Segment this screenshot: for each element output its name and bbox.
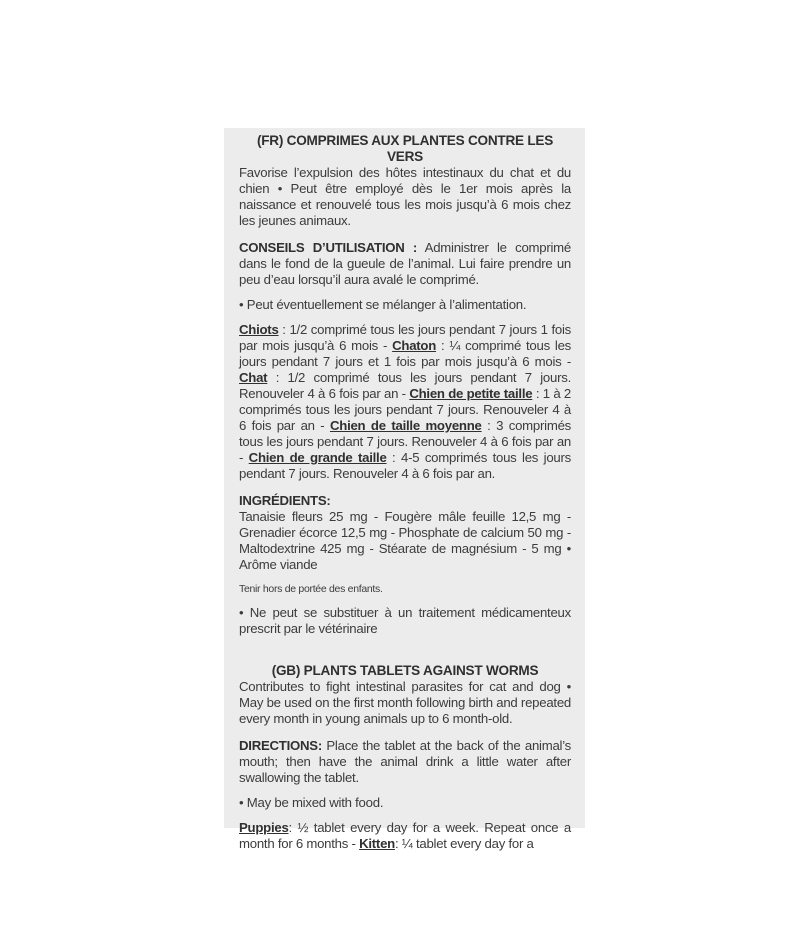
gb-puppies-text: : ½ tablet every day for a week. Repeat once a month for 6 months - xyxy=(239,820,571,851)
gb-directions-text: Place the tablet at the back of the animal’s mouth; then have the animal drink a little water after swallowing the tablet. xyxy=(239,738,571,785)
fr-enfants: Tenir hors de portée des enfants. xyxy=(239,583,383,595)
leaflet-content xyxy=(239,133,571,852)
fr-chiots-label: Chiots xyxy=(239,322,279,337)
fr-petite-label: Chien de petite taille xyxy=(409,386,533,401)
gb-title: (GB) PLANTS TABLETS AGAINST WORMS xyxy=(271,663,539,678)
fr-petite-text: : 1 à 2 comprimés tous les jours pendant 7 jours. Renouveler 4 à 6 fois par an - xyxy=(239,386,571,433)
fr-chat-text: : 1/2 comprimé tous les jours pendant 7 jours. Renouveler 4 à 6 fois par an - xyxy=(239,370,571,401)
gb-intro: Contributes to fight intestinal parasites for cat and dog • May be used on the first month following birth and repeated every month in young animals up to 6 month-old. xyxy=(239,679,571,726)
fr-ingredients-label xyxy=(239,493,571,509)
fr-ingredients-heading: INGRÉDIENTS: xyxy=(239,493,331,508)
fr-moyenne-text: : 3 comprimés tous les jours pendant 7 jours. Renouveler 4 à 6 fois par an - xyxy=(239,418,571,465)
gb-mixed: • May be mixed with food. xyxy=(239,795,384,810)
leaflet-panel xyxy=(224,128,585,851)
gb-directions xyxy=(239,738,571,786)
fr-melange: • Peut éventuellement se mélanger à l’alimentation. xyxy=(239,297,527,312)
fr-ingredients-text: Tanaisie fleurs 25 mg - Fougère mâle feuille 12,5 mg - Grenadier écorce 12,5 mg - Phosphate de calcium 50 mg - Maltodextrine 425 mg - Stéarate de magnésium - 5 mg • Arôme viande xyxy=(239,509,571,572)
fr-title: (FR) COMPRIMES AUX PLANTES CONTRE LES VERS xyxy=(256,133,554,164)
fr-grande-text: : 4-5 comprimés tous les jours pendant 7 jours. Renouveler 4 à 6 fois par an. xyxy=(239,450,571,481)
fr-conseils-label: CONSEILS D’UTILISATION : xyxy=(239,240,418,255)
fr-grande-label: Chien de grande taille xyxy=(248,450,387,465)
gb-kitten-label: Kitten xyxy=(359,836,395,851)
fr-conseils xyxy=(239,240,571,288)
fr-conseils-text: Administrer le comprimé dans le fond de la gueule de l’animal. Lui faire prendre un peu d’eau lorsqu’il aura avalé le comprimé. xyxy=(239,240,571,287)
fr-dosage xyxy=(239,322,571,482)
fr-intro: Favorise l’expulsion des hôtes intestinaux du chat et du chien • Peut être employé dès le 1er mois après la naissance et renouvelé tous les mois jusqu’à 6 mois chez les jeunes animaux. xyxy=(239,165,571,228)
gb-dosage xyxy=(239,820,571,852)
fr-moyenne-label: Chien de taille moyenne xyxy=(329,418,482,433)
fr-veterinaire: • Ne peut se substituer à un traitement médicamenteux prescrit par le vétérinaire xyxy=(239,605,571,636)
fr-chaton-label: Chaton xyxy=(392,338,437,353)
fr-chiots-text: : 1/2 comprimé tous les jours pendant 7 jours 1 fois par mois jusqu’à 6 mois - xyxy=(239,322,571,353)
gb-puppies-label: Puppies xyxy=(239,820,289,835)
fr-chaton-text: : ¼ comprimé tous les jours pendant 7 jours et 1 fois par mois jusqu’à 6 mois - xyxy=(239,338,572,369)
fr-chat-label: Chat xyxy=(239,370,268,385)
gb-kitten-text: : ¼ tablet every day for a xyxy=(394,836,534,851)
gb-directions-label: DIRECTIONS: xyxy=(239,738,322,753)
